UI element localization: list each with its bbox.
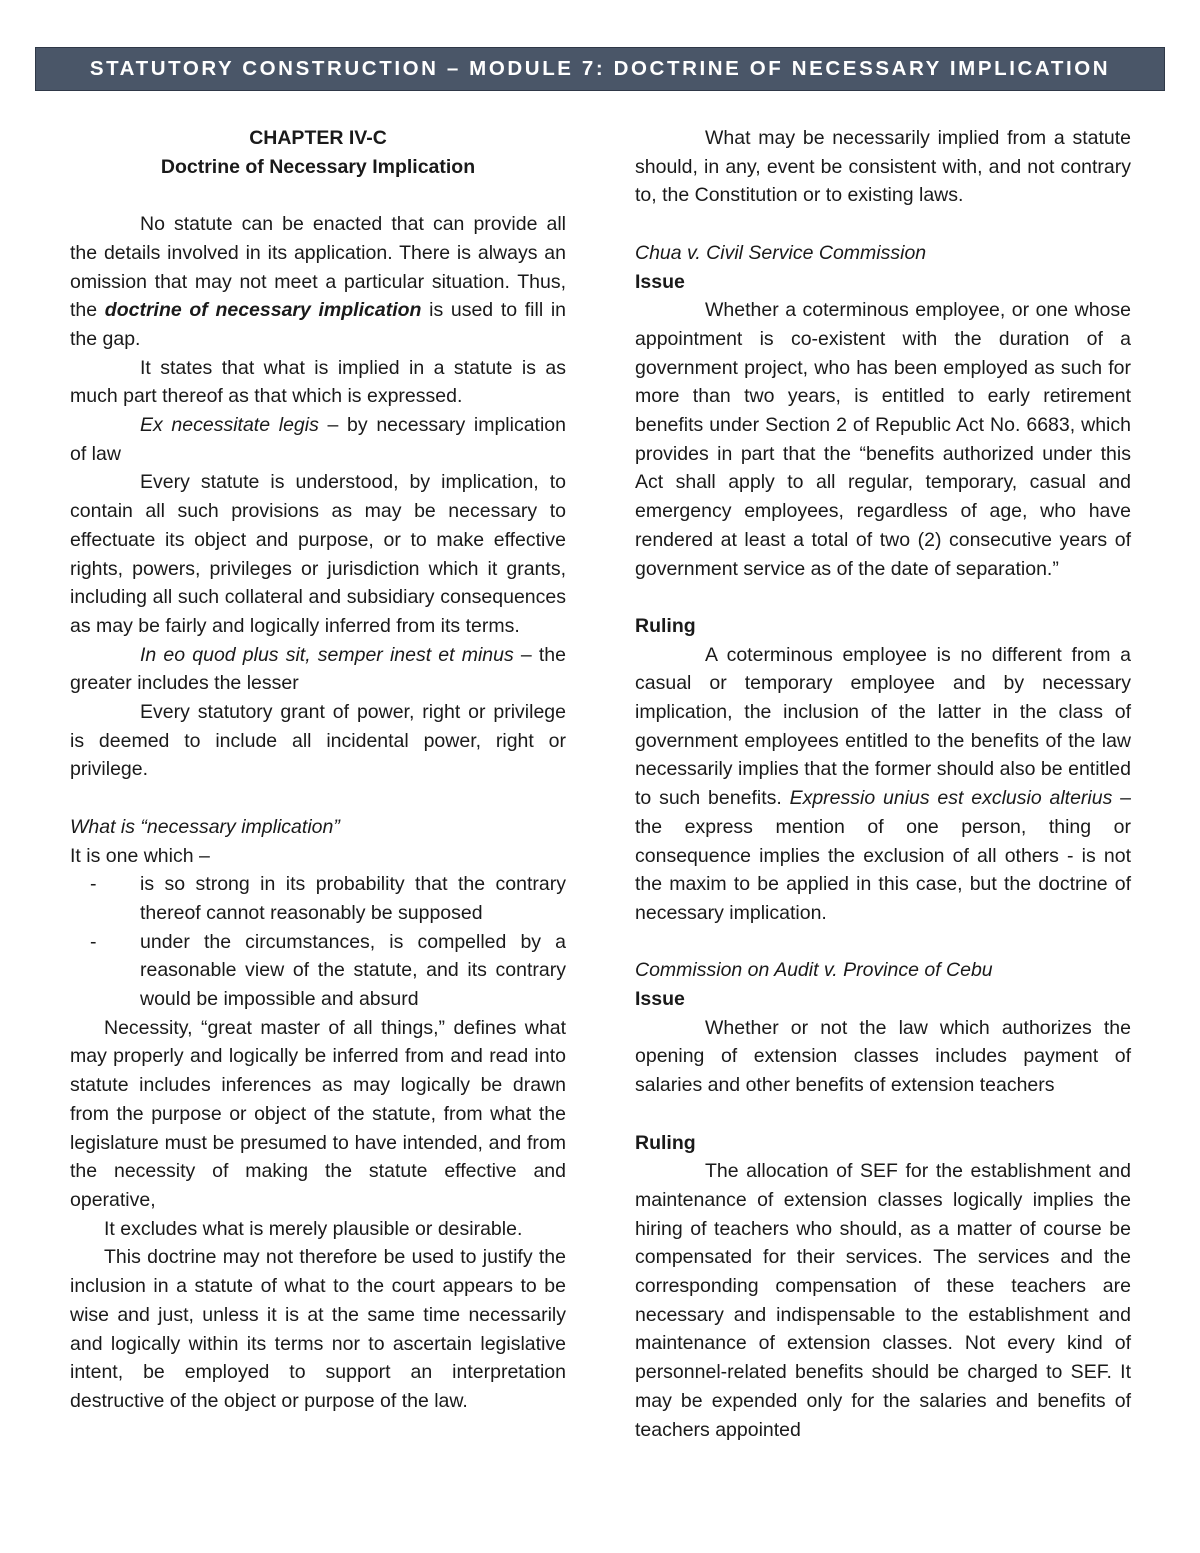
paragraph-every-statute: Every statute is understood, by implication, to contain all such provisions as may be necessary to effectuate its object and purpose, or to make effective rights, powers, privileges or jurisdiction which it grants, including all such collateral and subsidiary consequences as may be fairly and logically inferred from its terms. xyxy=(70,471,566,637)
issue-label: Issue xyxy=(635,270,685,293)
dash-bullet: - xyxy=(90,873,97,896)
left-column xyxy=(70,124,566,1416)
case-title: Commission on Audit v. Province of Cebu xyxy=(635,959,993,982)
dash-bullet: - xyxy=(90,930,97,953)
paragraph-in-eo-quod: In eo quod plus sit, semper inest et minus – the greater includes the lesser xyxy=(70,643,566,695)
case-title: Chua v. Civil Service Commission xyxy=(635,241,927,264)
list-item: - is so strong in its probability that the contrary thereof cannot reasonably be supposed xyxy=(70,870,566,927)
paragraph-necessity: Necessity, “great master of all things,” defines what may properly and logically be inferred from and read into statute includes inferences as may logically be drawn from the purpose or object of the statute, from what the legislature must be presumed to have intended, and from the necessity of making the statute effective and operative, xyxy=(70,1016,566,1211)
case-ruling-text: The allocation of SEF for the establishment and maintenance of extension classes logically implies the hiring of teachers who should, as a matter of course be compensated for their services. The services and the corresponding compensation of these teachers are necessary and indispensable to the establishment and maintenance of extension classes. Not every kind of personnel-related benefits should be charged to SEF. It may be expended only for the salaries and benefits of teachers appointed xyxy=(635,1160,1131,1441)
module-title: STATUTORY CONSTRUCTION – MODULE 7: DOCTRINE OF NECESSARY IMPLICATION xyxy=(89,57,1111,80)
paragraph-doctrine-limits: This doctrine may not therefore be used to justify the inclusion in a statute of what to the court appears to be wise and just, unless it is at the same time necessarily and logically within its terms nor to ascertain legislative intent, be employed to support an interpretation destructive of the object or purpose of the law. xyxy=(70,1246,566,1412)
chapter-title: Doctrine of Necessary Implication xyxy=(160,155,476,178)
paragraph-intro: No statute can be enacted that can provide all the details involved in its application. There is always an omission that may not meet a particular situation. Thus, the doctrine of necessary implication is used to fill in the gap. xyxy=(70,213,566,350)
issue-label: Issue xyxy=(635,988,685,1011)
right-column xyxy=(635,124,1131,1444)
definition-intro: It is one which – xyxy=(70,844,210,867)
section-heading-necessary-implication: What is “necessary implication” xyxy=(70,815,340,838)
case-ruling-text: A coterminous employee is no different from a casual or temporary employee and by necessary implication, the inclusion of the latter in the class of government employees entitled to the benefits of the law necessarily implies that the former should also be entitled to such benefits. Expressio unius est exclusio alterius – the express mention of one person, thing or consequence implies the exclusion of all others - is not the maxim to be applied in this case, but the doctrine of necessary implication. xyxy=(635,643,1132,924)
latin-maxim: In eo quod plus sit, semper inest et minus xyxy=(140,643,514,666)
case-issue-text: Whether a coterminous employee, or one whose appointment is co-existent with the duration of a government project, who has been employed as such for more than two years, is entitled to early retirement benefits under Section 2 of Republic Act No. 6683, which provides in part that the “benefits authorized under this Act shall apply to all regular, temporary, casual and emergency employees, regardless of age, who have rendered at least a total of two (2) consecutive years of government service as of the date of separation.” xyxy=(635,299,1131,580)
latin-maxim: Ex necessitate legis xyxy=(140,414,319,437)
paragraph-implied: It states that what is implied in a statute is as much part thereof as that which is expressed. xyxy=(70,356,566,408)
paragraph-excludes: It excludes what is merely plausible or desirable. xyxy=(104,1217,523,1240)
latin-maxim: Expressio unius est exclusio alterius xyxy=(789,787,1113,810)
ruling-label: Ruling xyxy=(635,614,696,637)
list-item: - under the circumstances, is compelled by a reasonable view of the statute, and its contrary would be impossible and absurd xyxy=(70,928,566,1014)
ruling-label: Ruling xyxy=(635,1131,696,1154)
paragraph-consistency: What may be necessarily implied from a statute should, in any, event be consistent with, and not contrary to, the Constitution or to existing laws. xyxy=(635,127,1131,207)
chapter-number: CHAPTER IV-C xyxy=(249,127,387,149)
doctrine-term: doctrine of necessary implication xyxy=(104,299,422,322)
case-issue-text: Whether or not the law which authorizes the opening of extension classes includes payment of salaries and other benefits of extension teachers xyxy=(635,1016,1131,1097)
paragraph-statutory-grant: Every statutory grant of power, right or privilege is deemed to include all incidental power, right or privilege. xyxy=(70,701,566,781)
module-header-banner xyxy=(35,47,1165,91)
paragraph-ex-necessitate: Ex necessitate legis – by necessary implication of law xyxy=(70,414,566,465)
